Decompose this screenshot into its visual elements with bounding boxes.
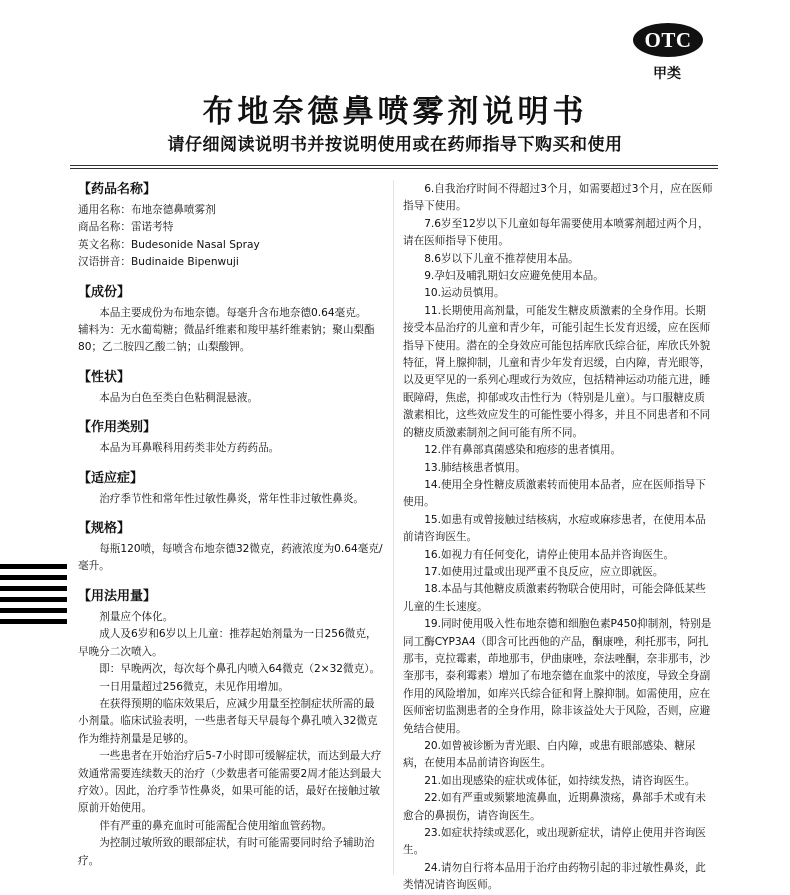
section-text: 一日用量超过256微克，未见作用增加。 (99, 680, 289, 693)
otc-category: 甲类 (653, 66, 681, 82)
caution-item: 9.孕妇及哺乳期妇女应避免使用本品。 (424, 270, 604, 283)
divider-top (70, 165, 718, 166)
otc-label: OTC (644, 28, 692, 52)
section-text: 成人及6岁和6岁以上儿童：推荐起始剂量为一日256微克，早晚分二次喷入。 (78, 628, 377, 658)
document-title: 布地奈德鼻喷雾剂说明书 (202, 94, 588, 130)
stripe (0, 564, 67, 569)
section-text: 治疗季节性和常年性过敏性鼻炎，常年性非过敏性鼻炎。 (99, 492, 365, 505)
caution-item: 23.如症状持续或恶化，或出现新症状，请停止使用并咨询医生。 (403, 827, 706, 857)
section-heading: 【性状】 (78, 369, 131, 385)
caution-item: 14.使用全身性糖皮质激素转而使用本品者，应在医师指导下使用。 (403, 478, 706, 509)
section-text: 本品为白色至类白色粘稠混悬液。 (99, 391, 259, 404)
section-text: 剂量应个体化。 (99, 610, 174, 623)
side-stripes (0, 564, 67, 630)
section-text: 在获得预期的临床效果后，应减少用量至控制症状所需的最小剂量。临床试验表明，一些患者每天早晨每个鼻孔喷入32微克作为维持剂量是足够的。 (78, 697, 378, 745)
stripe (0, 608, 67, 613)
section-heading: 【规格】 (78, 521, 131, 537)
section-text: 一些患者在开始治疗后5-7小时即可缓解症状，而达到最大疗效通常需要连续数天的治疗（少数患者可能需要2周才能达到最大疗效）。因此，治疗季节性鼻炎，如果可能的话，最好在接触过敏原前开始使用。 (78, 750, 382, 815)
drug-trade-name: 商品名称：雷诺考特 (78, 221, 174, 234)
left-column (78, 181, 384, 870)
caution-item: 7.6岁至12岁以下儿童如每年需要使用本喷雾剂超过两个月，请在医师指导下使用。 (403, 217, 709, 248)
stripe (0, 619, 67, 624)
drug-generic-name: 通用名称：布地奈德鼻喷雾剂 (78, 204, 216, 216)
caution-item: 12.伴有鼻部真菌感染和疱疹的患者慎用。 (424, 444, 622, 457)
section-text: 本品为耳鼻喉科用药类非处方药药品。 (99, 442, 280, 455)
caution-item: 19.同时使用吸入性布地奈德和细胞色素P450抑制剂，特别是同工酶CYP3A4（即含可比西他的产品，酮康唑，利托那韦，阿扎那韦，克拉霉素，茚地那韦，伊曲康唑，奈法唑酮，奈非那韦，沙奎那韦，泰利霉素）增加了布地奈德在血浆中的浓度，导致全身副作用的风险增加，如库兴氏综合征和肾上腺抑制。如需使用，应在医师密切监测患者的全身作用，除非该益处大于风险，否则，应避免结合使用。 (403, 618, 712, 735)
caution-item: 13.肺结核患者慎用。 (424, 461, 526, 474)
drug-pinyin-name: 汉语拼音：Budinaide Bipenwuji (78, 256, 239, 269)
right-column (403, 181, 715, 895)
section-heading: 【成份】 (78, 284, 131, 300)
section-heading: 【作用类别】 (78, 420, 157, 436)
document-subtitle: 请仔细阅读说明书并按说明使用或在药师指导下购买和使用 (167, 135, 623, 155)
caution-item: 10.运动员慎用。 (424, 287, 505, 300)
caution-item: 6.自我治疗时间不得超过3个月，如需要超过3个月，应在医师指导下使用。 (403, 183, 713, 213)
caution-item: 11.长期使用高剂量，可能发生糖皮质激素的全身作用。长期接受本品治疗的儿童和青少年，可能引起生长发育迟缓，应在医师指导下使用。潜在的全身效应可能包括库欣氏综合征，库欣氏外貌特征，肾上腺抑制，儿童和青少年发育迟缓，白内障，青光眼等，以及更罕见的一系列心理或行为效应，包括精神运动功能亢进，睡眠障碍，焦虑，抑郁或攻击性行为（特别是儿童）。与口服糖皮质激素相比，这些效应发生的可能性要小得多，并且不同患者和不同的糖皮质激素制剂之间可能有所不同。 (403, 304, 711, 439)
section-heading: 【药品名称】 (78, 182, 157, 197)
section-text: 每瓶120喷，每喷含布地奈德32微克，药液浓度为0.64毫克/毫升。 (78, 543, 383, 573)
stripe (0, 597, 67, 602)
divider-top-thin (70, 168, 718, 169)
section-text: 即：早晚两次，每次每个鼻孔内喷入64微克（2×32微克）。 (99, 663, 381, 676)
caution-item: 16.如视力有任何变化，请停止使用本品并咨询医生。 (424, 548, 675, 561)
drug-english-name: 英文名称：Budesonide Nasal Spray (78, 238, 260, 251)
section-text: 伴有严重的鼻充血时可能需配合使用缩血管药物。 (99, 819, 333, 832)
caution-item: 15.如患有或曾接触过结核病，水痘或麻疹患者，在使用本品前请咨询医生。 (403, 513, 706, 544)
caution-item: 24.请勿自行将本品用于治疗由药物引起的非过敏性鼻炎，此类情况请咨询医师。 (403, 861, 706, 892)
column-divider (393, 180, 394, 875)
caution-item: 18.本品与其他糖皮质激素药物联合使用时，可能会降低某些儿童的生长速度。 (403, 583, 706, 613)
section-heading: 【适应症】 (78, 470, 144, 486)
section-heading: 【用法用量】 (78, 588, 157, 604)
section-text: 本品主要成份为布地奈德。每毫升含布地奈德0.64毫克。 (99, 306, 367, 319)
otc-badge (633, 23, 703, 57)
caution-item: 17.如使用过量或出现严重不良反应，应立即就医。 (424, 565, 664, 578)
stripe (0, 586, 67, 591)
caution-item: 21.如出现感染的症状或体征，如持续发热，请咨询医生。 (424, 774, 696, 787)
caution-item: 20.如曾被诊断为青光眼、白内障，或患有眼部感染、糖尿病，在使用本品前请咨询医生。 (403, 740, 696, 770)
caution-item: 8.6岁以下儿童不推荐使用本品。 (424, 252, 579, 265)
caution-item: 22.如有严重或频繁地流鼻血，近期鼻溃疡，鼻部手术或有未愈合的鼻损伤，请咨询医生。 (403, 792, 706, 822)
section-text: 为控制过敏所致的眼部症状，有时可能需要同时给予辅助治疗。 (78, 837, 375, 867)
stripe (0, 575, 67, 580)
section-text: 辅料为：无水葡萄糖；微晶纤维素和羧甲基纤维素钠；聚山梨酯80；乙二胺四乙酸二钠；山梨酸钾。 (78, 324, 375, 354)
